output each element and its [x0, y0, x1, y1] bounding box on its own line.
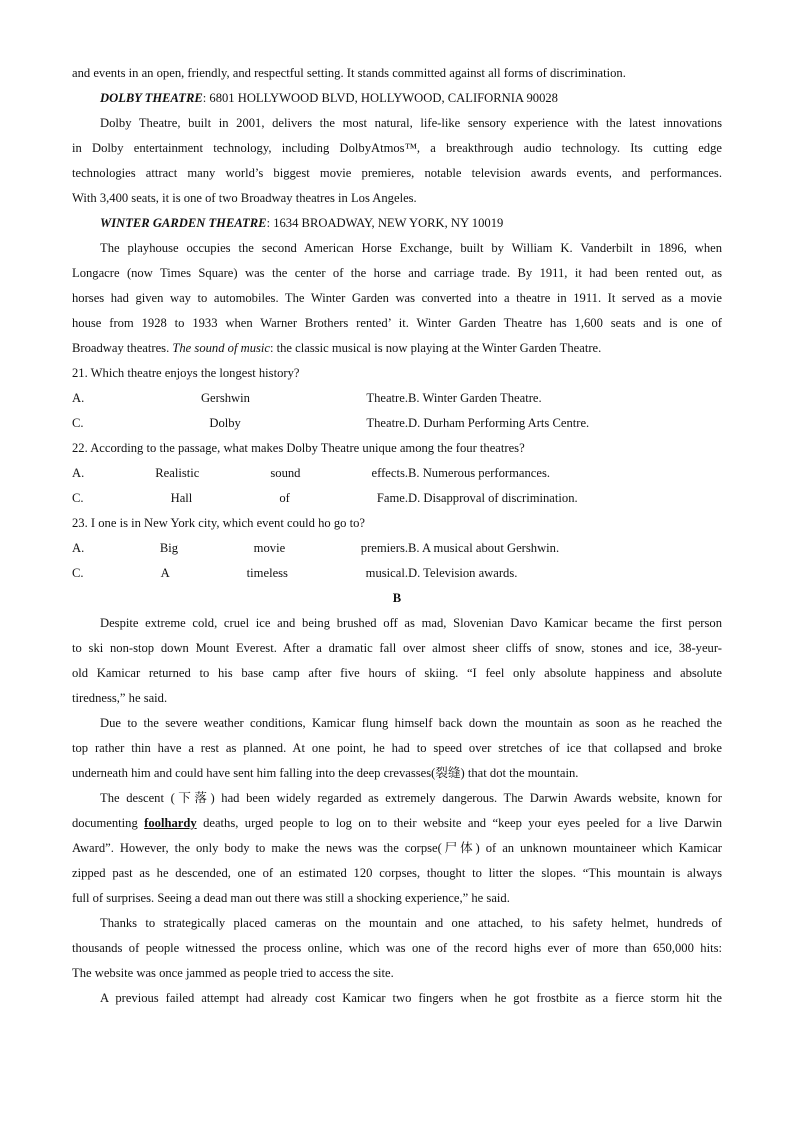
option-b[interactable]: B. Winter Garden Theatre. [408, 391, 542, 405]
option-c[interactable]: C. A timeless musical. [72, 566, 408, 580]
passage-b-text: The descent (下落) had been widely regarded as extremely dangerous. The Darwin Awards website, known for [100, 791, 722, 805]
option-a[interactable]: A. Gershwin Theatre. [72, 391, 408, 405]
option-d[interactable]: D. Television awards. [408, 566, 518, 580]
passage-b-text: top rather thin have a rest as planned. At one point, he had to speed over stretches of ice that collapsed and broke [72, 741, 722, 755]
option-c[interactable]: C. Dolby Theatre. [72, 416, 408, 430]
passage-b-text: to ski non-stop down Mount Everest. After a dramatic fall over almost sheer cliffs of snow, stones and ice, 38-yeur- [72, 641, 722, 655]
question-23-options [72, 561, 722, 586]
passage-b-text: old Kamicar returned to his base camp after five hours of skiing. “I feel only absolute happiness and absolute [72, 666, 722, 680]
theatre-address: : 1634 BROADWAY, NEW YORK, NY 10019 [266, 216, 504, 230]
winter-heading [72, 211, 722, 236]
question-21-stem: 21. Which theatre enjoys the longest history? [72, 366, 300, 380]
option-c[interactable]: C. Hall of Fame. [72, 491, 408, 505]
passage-b-text: Award”. However, the only body to make the news was the corpse(尸体) of an unknown mountaineer which Kamicar [72, 841, 722, 855]
theatre-name: WINTER GARDEN THEATRE [100, 216, 267, 230]
passage-b-text: A previous failed attempt had already cost Kamicar two fingers when he got frostbite as a fierce storm hit the [100, 991, 722, 1005]
text-segment: : the classic musical is now playing at the Winter Garden Theatre. [269, 341, 602, 355]
passage-b-text: Despite extreme cold, cruel ice and being brushed off as mad, Slovenian Davo Kamicar became the first person [100, 616, 722, 630]
question-23-stem: 23. I one is in New York city, which event could ho go to? [72, 516, 365, 530]
winter-text: horses had given way to automobiles. The Winter Garden was converted into a theatre in 1911. It served as a movie [72, 291, 722, 305]
question-22-options [72, 461, 722, 486]
dolby-text: Dolby Theatre, built in 2001, delivers the most natural, life-like sensory experience with the latest innovations [100, 116, 722, 130]
intro-line: and events in an open, friendly, and respectful setting. It stands committed against all forms of discrimination. [72, 66, 626, 80]
passage-b-text: Due to the severe weather conditions, Kamicar flung himself back down the mountain as soon as he reached the [100, 716, 722, 730]
text-segment: documenting [72, 816, 145, 830]
dolby-text: With 3,400 seats, it is one of two Broadway theatres in Los Angeles. [72, 191, 417, 205]
option-a[interactable]: A. Big movie premiers. [72, 541, 408, 555]
question-21-options [72, 386, 722, 411]
winter-text [72, 336, 722, 361]
question-22-options [72, 486, 722, 511]
winter-text: Longacre (now Times Square) was the center of the horse and carriage trade. By 1911, it had been rented out, as [72, 266, 722, 280]
question-23-options [72, 536, 722, 561]
dolby-text: technologies attract many world’s biggest movie premieres, notable television awards events, and performances. [72, 166, 722, 180]
theatre-name: DOLBY THEATRE [100, 91, 203, 105]
dolby-heading [72, 86, 722, 111]
text-segment: deaths, urged people to log on to their website and “keep your eyes peeled for a live Darwin [196, 816, 722, 830]
dolby-text: in Dolby entertainment technology, including DolbyAtmos™, a breakthrough audio technology. Its cutting edge [72, 141, 722, 155]
text-segment: Broadway theatres. [72, 341, 173, 355]
winter-text: The playhouse occupies the second American Horse Exchange, built by William K. Vanderbilt in 1896, when [100, 241, 722, 255]
passage-b-text: The website was once jammed as people tried to access the site. [72, 966, 394, 980]
option-b[interactable]: B. A musical about Gershwin. [408, 541, 560, 555]
theatre-address: : 6801 HOLLYWOOD BLVD, HOLLYWOOD, CALIFORNIA 90028 [202, 91, 558, 105]
option-b[interactable]: B. Numerous performances. [408, 466, 550, 480]
passage-b-text: zipped past as he descended, one of an estimated 120 corpses, thought to litter the slopes. “This mountain is always [72, 866, 722, 880]
passage-b-text: full of surprises. Seeing a dead man out there was still a shocking experience,” he said. [72, 891, 510, 905]
option-d[interactable]: D. Disapproval of discrimination. [408, 491, 578, 505]
passage-b-text: Thanks to strategically placed cameras on the mountain and one attached, to his safety helmet, hundreds of [100, 916, 722, 930]
winter-text: house from 1928 to 1933 when Warner Brothers rented’ it. Winter Garden Theatre has 1,600 seats and is one of [72, 316, 722, 330]
musical-title: The sound of music [172, 341, 270, 355]
question-21-options [72, 411, 722, 436]
section-b-heading: B [392, 591, 402, 605]
passage-b-text [72, 811, 722, 836]
option-a[interactable]: A. Realistic sound effects. [72, 466, 408, 480]
passage-b-text: underneath him and could have sent him falling into the deep crevasses(裂缝) that dot the mountain. [72, 766, 579, 780]
option-d[interactable]: D. Durham Performing Arts Centre. [408, 416, 590, 430]
passage-b-text: thousands of people witnessed the process online, which was one of the record highs ever of more than 650,000 hits: [72, 941, 722, 955]
question-22-stem: 22. According to the passage, what makes Dolby Theatre unique among the four theatres? [72, 441, 525, 455]
key-word: foolhardy [144, 816, 197, 830]
document-page [72, 61, 722, 1011]
passage-b-text: tiredness,” he said. [72, 691, 168, 705]
